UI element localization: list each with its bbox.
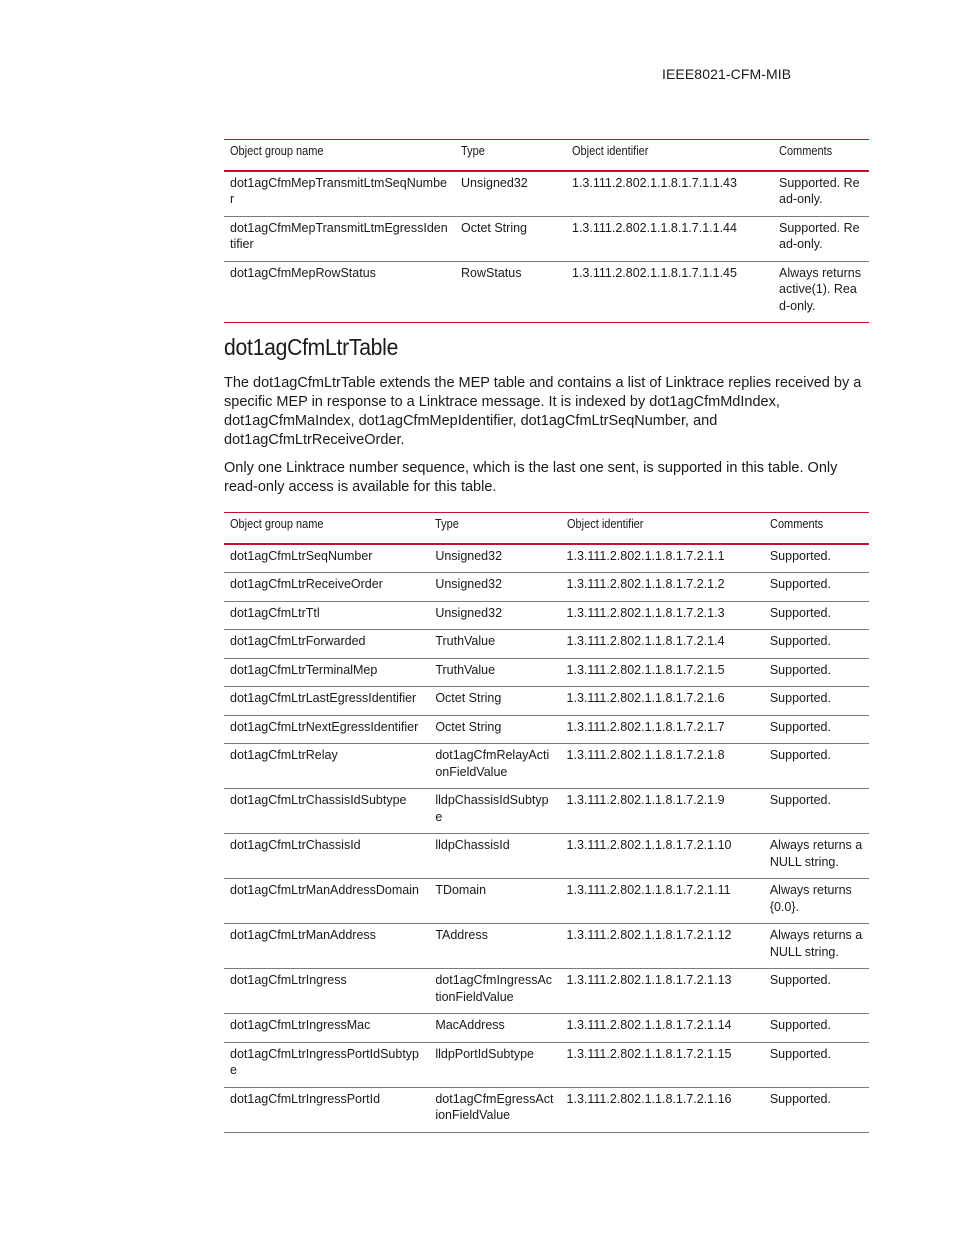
cell-object-name: dot1agCfmLtrIngress bbox=[224, 969, 429, 1014]
ltr-table bbox=[224, 512, 869, 1133]
table-row bbox=[224, 969, 869, 1014]
cell-oid: 1.3.111.2.802.1.1.8.1.7.1.1.45 bbox=[566, 261, 773, 323]
cell-comments: Always returns a NULL string. bbox=[764, 834, 869, 879]
cell-type: TDomain bbox=[429, 879, 560, 924]
cell-comments: Supported. bbox=[764, 544, 869, 573]
column-header-type: Type bbox=[455, 140, 566, 171]
section-title: dot1agCfmLtrTable bbox=[224, 334, 399, 360]
cell-comments: Supported. bbox=[764, 715, 869, 744]
cell-oid: 1.3.111.2.802.1.1.8.1.7.2.1.10 bbox=[561, 834, 764, 879]
column-header-object-group-name: Object group name bbox=[224, 140, 455, 171]
cell-comments: Supported. bbox=[764, 687, 869, 716]
cell-oid: 1.3.111.2.802.1.1.8.1.7.2.1.4 bbox=[561, 630, 764, 659]
cell-object-name: dot1agCfmLtrIngressPortId bbox=[224, 1087, 429, 1132]
cell-type: TruthValue bbox=[429, 630, 560, 659]
cell-type: lldpChassisIdSubtype bbox=[429, 789, 560, 834]
cell-oid: 1.3.111.2.802.1.1.8.1.7.2.1.14 bbox=[561, 1014, 764, 1043]
table-header-row bbox=[224, 140, 869, 171]
table-row bbox=[224, 744, 869, 789]
table-row bbox=[224, 879, 869, 924]
cell-oid: 1.3.111.2.802.1.1.8.1.7.1.1.44 bbox=[566, 216, 773, 261]
table-row bbox=[224, 630, 869, 659]
cell-comments: Supported. bbox=[764, 601, 869, 630]
cell-type: Unsigned32 bbox=[429, 601, 560, 630]
cell-object-name: dot1agCfmLtrReceiveOrder bbox=[224, 573, 429, 602]
cell-object-name: dot1agCfmLtrLastEgressIdentifier bbox=[224, 687, 429, 716]
section-description: The dot1agCfmLtrTable extends the MEP table and contains a list of Linktrace replies received by a specific MEP in response to a Linktrace message. It is indexed by dot1agCfmMdIndex, dot1agCfmMaIndex, dot1agCfmMepIdentifier, dot1agCfmLtrSeqNumber, and dot1agCfmLtrReceiveOrder. bbox=[224, 375, 862, 448]
table-row bbox=[224, 216, 869, 261]
cell-oid: 1.3.111.2.802.1.1.8.1.7.2.1.1 bbox=[561, 544, 764, 573]
table-row bbox=[224, 573, 869, 602]
cell-comments: Supported. bbox=[764, 1042, 869, 1087]
cell-object-name: dot1agCfmLtrTerminalMep bbox=[224, 658, 429, 687]
cell-object-name: dot1agCfmLtrChassisIdSubtype bbox=[224, 789, 429, 834]
cell-type: dot1agCfmEgressActionFieldValue bbox=[429, 1087, 560, 1132]
table-row bbox=[224, 834, 869, 879]
cell-comments: Always returns active(1). Read-only. bbox=[773, 261, 869, 323]
cell-oid: 1.3.111.2.802.1.1.8.1.7.2.1.16 bbox=[561, 1087, 764, 1132]
cell-object-name: dot1agCfmLtrManAddress bbox=[224, 924, 429, 969]
cell-oid: 1.3.111.2.802.1.1.8.1.7.2.1.6 bbox=[561, 687, 764, 716]
cell-object-name: dot1agCfmMepTransmitLtmSeqNumber bbox=[224, 171, 455, 217]
cell-comments: Always returns a NULL string. bbox=[764, 924, 869, 969]
column-header-type: Type bbox=[429, 513, 560, 544]
table-row bbox=[224, 715, 869, 744]
cell-comments: Supported. bbox=[764, 1014, 869, 1043]
cell-object-name: dot1agCfmMepTransmitLtmEgressIdentifier bbox=[224, 216, 455, 261]
cell-oid: 1.3.111.2.802.1.1.8.1.7.2.1.2 bbox=[561, 573, 764, 602]
cell-oid: 1.3.111.2.802.1.1.8.1.7.2.1.5 bbox=[561, 658, 764, 687]
cell-type: Octet String bbox=[429, 687, 560, 716]
mep-table-continuation bbox=[224, 139, 869, 323]
table-row bbox=[224, 658, 869, 687]
cell-type: dot1agCfmRelayActionFieldValue bbox=[429, 744, 560, 789]
table-row bbox=[224, 1087, 869, 1132]
cell-comments: Supported. bbox=[764, 630, 869, 659]
table-row bbox=[224, 601, 869, 630]
cell-oid: 1.3.111.2.802.1.1.8.1.7.2.1.8 bbox=[561, 744, 764, 789]
table-row bbox=[224, 687, 869, 716]
cell-comments: Supported. bbox=[764, 658, 869, 687]
cell-type: lldpPortIdSubtype bbox=[429, 1042, 560, 1087]
cell-type: dot1agCfmIngressActionFieldValue bbox=[429, 969, 560, 1014]
cell-type: Octet String bbox=[455, 216, 566, 261]
cell-type: RowStatus bbox=[455, 261, 566, 323]
table-row bbox=[224, 1042, 869, 1087]
cell-type: lldpChassisId bbox=[429, 834, 560, 879]
cell-comments: Supported. bbox=[764, 969, 869, 1014]
cell-object-name: dot1agCfmLtrIngressPortIdSubtype bbox=[224, 1042, 429, 1087]
column-header-object-group-name: Object group name bbox=[224, 513, 429, 544]
cell-oid: 1.3.111.2.802.1.1.8.1.7.2.1.9 bbox=[561, 789, 764, 834]
cell-comments: Supported. Read-only. bbox=[773, 216, 869, 261]
table-row bbox=[224, 261, 869, 323]
cell-object-name: dot1agCfmLtrRelay bbox=[224, 744, 429, 789]
cell-type: MacAddress bbox=[429, 1014, 560, 1043]
cell-oid: 1.3.111.2.802.1.1.8.1.7.2.1.3 bbox=[561, 601, 764, 630]
column-header-object-identifier: Object identifier bbox=[566, 140, 773, 171]
cell-comments: Supported. bbox=[764, 573, 869, 602]
cell-type: TruthValue bbox=[429, 658, 560, 687]
table-row bbox=[224, 924, 869, 969]
cell-oid: 1.3.111.2.802.1.1.8.1.7.2.1.7 bbox=[561, 715, 764, 744]
cell-comments: Supported. Read-only. bbox=[773, 171, 869, 217]
cell-comments: Always returns {0.0}. bbox=[764, 879, 869, 924]
column-header-comments: Comments bbox=[764, 513, 869, 544]
column-header-object-identifier: Object identifier bbox=[561, 513, 764, 544]
cell-oid: 1.3.111.2.802.1.1.8.1.7.1.1.43 bbox=[566, 171, 773, 217]
section-note: Only one Linktrace number sequence, which is the last one sent, is supported in this table. Only read-only access is available for this table. bbox=[224, 460, 838, 495]
cell-type: Octet String bbox=[429, 715, 560, 744]
cell-object-name: dot1agCfmLtrTtl bbox=[224, 601, 429, 630]
cell-comments: Supported. bbox=[764, 744, 869, 789]
cell-comments: Supported. bbox=[764, 1087, 869, 1132]
cell-object-name: dot1agCfmLtrForwarded bbox=[224, 630, 429, 659]
running-header: IEEE8021-CFM-MIB bbox=[662, 66, 792, 82]
cell-object-name: dot1agCfmLtrChassisId bbox=[224, 834, 429, 879]
cell-object-name: dot1agCfmLtrIngressMac bbox=[224, 1014, 429, 1043]
table-row bbox=[224, 171, 869, 217]
cell-object-name: dot1agCfmLtrSeqNumber bbox=[224, 544, 429, 573]
cell-object-name: dot1agCfmLtrNextEgressIdentifier bbox=[224, 715, 429, 744]
table-row bbox=[224, 544, 869, 573]
table-header-row bbox=[224, 513, 869, 544]
cell-object-name: dot1agCfmLtrManAddressDomain bbox=[224, 879, 429, 924]
cell-comments: Supported. bbox=[764, 789, 869, 834]
table-row bbox=[224, 1014, 869, 1043]
cell-type: Unsigned32 bbox=[455, 171, 566, 217]
cell-type: Unsigned32 bbox=[429, 544, 560, 573]
table-row bbox=[224, 789, 869, 834]
cell-type: TAddress bbox=[429, 924, 560, 969]
cell-object-name: dot1agCfmMepRowStatus bbox=[224, 261, 455, 323]
cell-oid: 1.3.111.2.802.1.1.8.1.7.2.1.12 bbox=[561, 924, 764, 969]
cell-type: Unsigned32 bbox=[429, 573, 560, 602]
cell-oid: 1.3.111.2.802.1.1.8.1.7.2.1.15 bbox=[561, 1042, 764, 1087]
cell-oid: 1.3.111.2.802.1.1.8.1.7.2.1.11 bbox=[561, 879, 764, 924]
column-header-comments: Comments bbox=[773, 140, 869, 171]
cell-oid: 1.3.111.2.802.1.1.8.1.7.2.1.13 bbox=[561, 969, 764, 1014]
